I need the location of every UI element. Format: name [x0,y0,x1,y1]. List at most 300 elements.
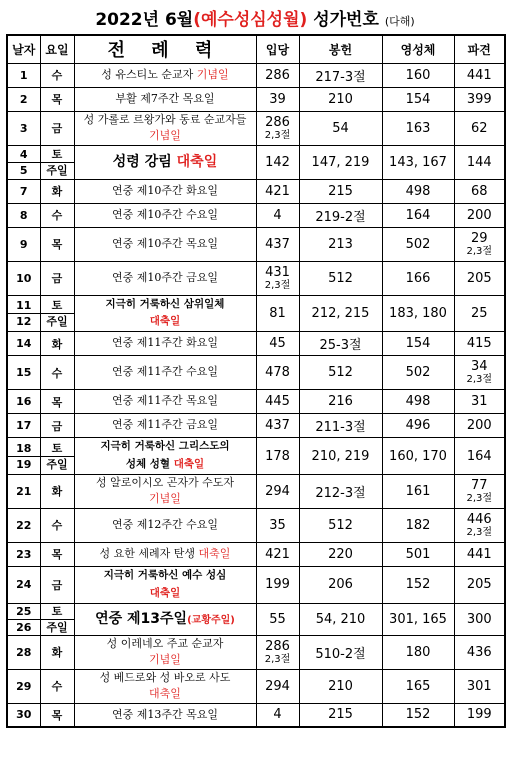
date-value: 21 [16,484,32,498]
entrance-value: 45 [269,336,286,352]
table-row [7,295,505,332]
day-value: 수 [51,366,63,380]
date-cell [7,566,40,603]
communion-value: 496 [405,418,431,434]
day-value: 목 [51,395,63,409]
offertory-value: 213 [328,236,353,252]
day-cell [40,474,74,508]
offertory-cell [299,414,382,438]
communion-cell [382,227,454,261]
liturgy-name: 성 이레네오 주교 순교자 [106,636,224,650]
entrance-cell [256,356,299,390]
liturgy-rank: 대축일 [149,315,181,328]
recessional-value: 25 [470,305,488,321]
offertory-cell [299,261,382,295]
table-row [7,438,505,475]
communion-value: 152 [405,577,431,593]
date-value: 18 [16,441,32,455]
day-value: 토 [51,298,63,312]
recessional-cell [454,603,505,635]
offertory-cell [299,508,382,542]
day-value: 화 [51,485,63,499]
liturgy-name: 성 요한 세례자 탄생 [99,547,199,561]
offertory-cell [299,203,382,227]
communion-cell [382,669,454,703]
liturgy-name: 지극히 거룩하신 그리스도의 [100,440,230,453]
date-cell [7,703,40,727]
recessional-cell [454,356,505,390]
date-cell [7,179,40,203]
day-value: 수 [51,519,63,533]
table-row [7,261,505,295]
communion-cell [382,356,454,390]
entrance-value: 199 [265,577,290,593]
liturgy-name: 성 가롤로 르왕가와 동료 순교자들 [83,112,247,126]
offertory-cell [299,390,382,414]
liturgy-rank: 기념일 [149,129,181,142]
communion-value: 166 [405,270,431,286]
entrance-value: 421 [265,183,290,199]
entrance-value: 437 [265,418,290,434]
liturgy-cell [74,145,256,179]
liturgy-rank: 대축일 [149,687,181,701]
liturgy-name: 연중 제10주간 금요일 [112,270,218,284]
recessional-value: 301 [466,678,492,694]
day-cell [40,356,74,390]
recessional-cell [454,145,505,179]
liturgy-rank: 대축일 [198,547,231,561]
entrance-value: 4 [273,207,282,223]
date-cell [7,414,40,438]
liturgy-name: 성 베드로와 성 바오로 사도 [99,670,231,684]
entrance-cell [256,603,299,635]
communion-value: 301, 165 [389,611,447,627]
entrance-cell [256,566,299,603]
recessional-cell [454,669,505,703]
recessional-cell [454,474,505,508]
offertory-value: 212-3절 [315,485,366,501]
title-note: (다해) [384,15,415,28]
table-row [7,669,505,703]
offertory-value: 219-2절 [315,209,366,225]
recessional-value: 300 [466,611,492,627]
liturgy-cell [74,669,256,703]
recessional-value: 29 [470,230,488,246]
liturgy-cell [74,542,256,566]
date-cell [7,474,40,508]
liturgy-cell [74,508,256,542]
day-cell [40,635,74,669]
offertory-value: 210 [328,678,353,694]
communion-cell [382,332,454,356]
liturgy-name: 연중 제11주간 화요일 [112,336,218,350]
liturgy-cell [74,203,256,227]
offertory-cell [299,332,382,356]
day-cell [40,542,74,566]
date-cell [7,508,40,542]
day-value-2: 주일 [46,314,68,328]
entrance-cell [256,438,299,475]
entrance-verses: 2,3절 [264,129,291,141]
date-cell [7,438,40,475]
entrance-value: 178 [265,448,290,464]
recessional-value: 62 [470,120,488,136]
day-cell [40,63,74,87]
liturgy-cell [74,635,256,669]
offertory-cell [299,63,382,87]
day-cell [40,332,74,356]
offertory-value: 215 [328,707,353,723]
recessional-cell [454,414,505,438]
communion-cell [382,438,454,475]
date-value: 29 [16,679,32,693]
offertory-cell [299,227,382,261]
date-value: 25 [16,604,32,618]
date-cell [7,356,40,390]
offertory-value: 25-3절 [319,338,362,354]
day-value: 목 [51,93,63,106]
communion-cell [382,261,454,295]
communion-cell [382,87,454,111]
date-value-2: 5 [19,163,28,177]
liturgy-cell [74,295,256,332]
communion-value: 165 [405,678,431,694]
date-value: 9 [19,237,28,251]
date-value: 30 [16,708,32,722]
liturgy-cell [74,111,256,145]
entrance-cell [256,63,299,87]
communion-cell [382,63,454,87]
communion-cell [382,179,454,203]
liturgy-cell [74,332,256,356]
date-value: 28 [16,645,32,659]
day-value: 금 [51,122,63,135]
recessional-value: 164 [466,448,492,464]
communion-cell [382,508,454,542]
table-row [7,203,505,227]
communion-value: 498 [405,394,431,410]
header-offertory: 봉헌 [299,35,382,63]
liturgy-cell [74,414,256,438]
day-cell [40,508,74,542]
offertory-value: 220 [328,546,353,562]
date-cell [7,635,40,669]
day-value: 금 [51,272,63,285]
liturgy-rank: 대축일 [173,458,205,471]
communion-cell [382,566,454,603]
offertory-value: 54 [332,120,349,136]
day-cell [40,111,74,145]
liturgy-cell [74,87,256,111]
date-cell [7,295,40,332]
date-cell [7,227,40,261]
day-value: 화 [51,185,63,198]
offertory-cell [299,356,382,390]
entrance-cell [256,390,299,414]
communion-cell [382,414,454,438]
table-row [7,703,505,727]
date-value: 2 [19,92,28,106]
offertory-cell [299,542,382,566]
recessional-value: 441 [466,546,492,562]
liturgy-cell [74,179,256,203]
table-row [7,145,505,179]
liturgy-name: 연중 제10주간 목요일 [112,236,218,250]
entrance-value: 81 [269,305,286,321]
liturgy-name-2: 성체 성혈 [125,458,174,471]
recessional-cell [454,295,505,332]
recessional-value: 77 [470,477,488,493]
table-row [7,603,505,635]
recessional-value: 200 [466,418,492,434]
offertory-value: 206 [328,577,353,593]
communion-cell [382,603,454,635]
liturgy-cell [74,63,256,87]
recessional-verses: 2,3절 [466,526,493,538]
liturgy-name: 연중 제13주간 목요일 [112,707,218,721]
offertory-cell [299,145,382,179]
recessional-value: 144 [466,154,492,170]
date-cell [7,332,40,356]
offertory-value: 147, 219 [311,154,370,170]
recessional-value: 205 [466,577,492,593]
title-suffix: 성가번호 [307,10,385,30]
offertory-value: 217-3절 [315,69,366,85]
liturgy-name: 연중 제12주간 수요일 [112,518,218,532]
recessional-cell [454,390,505,414]
entrance-value: 431 [265,264,290,280]
offertory-cell [299,87,382,111]
entrance-value: 294 [265,483,290,499]
day-value: 토 [51,147,63,161]
communion-value: 160, 170 [389,448,447,464]
communion-cell [382,474,454,508]
liturgy-name: 연중 제10주간 수요일 [112,207,218,221]
recessional-value: 31 [470,394,488,410]
recessional-value: 436 [466,644,492,660]
table-row [7,508,505,542]
table-row [7,635,505,669]
recessional-value: 415 [466,336,492,352]
communion-value: 154 [405,91,431,107]
recessional-verses: 2,3절 [466,245,493,257]
table-row [7,179,505,203]
day-cell [40,438,74,475]
entrance-cell [256,669,299,703]
day-value: 수 [51,69,63,82]
day-cell [40,566,74,603]
date-value: 24 [16,578,32,592]
title-highlight: (예수성심성월) [193,10,308,30]
offertory-value: 210 [328,91,353,107]
communion-value: 154 [405,336,431,352]
offertory-cell [299,669,382,703]
recessional-cell [454,227,505,261]
liturgy-rank: (교황주일) [187,614,235,626]
date-cell [7,390,40,414]
entrance-cell [256,111,299,145]
table-row [7,111,505,145]
communion-cell [382,703,454,727]
entrance-cell [256,508,299,542]
table-row [7,356,505,390]
date-cell [7,63,40,87]
date-cell [7,542,40,566]
table-row [7,87,505,111]
entrance-value: 55 [269,611,286,627]
entrance-verses: 2,3절 [264,279,291,291]
day-value: 화 [51,337,63,351]
table-row [7,227,505,261]
communion-value: 152 [405,707,431,723]
liturgy-name: 지극히 거룩하신 예수 성심 [103,568,227,581]
day-cell [40,203,74,227]
liturgy-cell [74,603,256,635]
day-cell [40,603,74,635]
header-liturgy: 전 례 력 [74,35,256,63]
liturgy-name: 연중 제11주간 금요일 [112,418,218,432]
day-cell [40,669,74,703]
recessional-cell [454,703,505,727]
communion-value: 183, 180 [389,305,447,321]
offertory-cell [299,603,382,635]
liturgy-cell [74,474,256,508]
liturgy-rank: 기념일 [149,653,181,667]
liturgy-cell [74,703,256,727]
offertory-value: 212, 215 [311,305,370,321]
date-cell [7,261,40,295]
communion-cell [382,145,454,179]
communion-cell [382,295,454,332]
offertory-value: 512 [328,517,353,533]
communion-value: 161 [405,483,431,499]
entrance-verses: 2,3절 [264,653,291,665]
recessional-value: 446 [466,511,492,527]
recessional-cell [454,508,505,542]
recessional-cell [454,332,505,356]
day-cell [40,179,74,203]
day-cell [40,390,74,414]
offertory-cell [299,703,382,727]
recessional-value: 399 [466,91,492,107]
communion-cell [382,542,454,566]
offertory-value: 512 [328,270,353,286]
recessional-value: 34 [470,359,488,375]
date-cell [7,145,40,179]
table-row [7,542,505,566]
entrance-cell [256,227,299,261]
date-value-2: 12 [16,314,32,328]
entrance-cell [256,635,299,669]
day-cell [40,261,74,295]
entrance-cell [256,179,299,203]
entrance-cell [256,703,299,727]
header-entrance: 입당 [256,35,299,63]
day-value-2: 주일 [46,620,68,634]
entrance-cell [256,203,299,227]
day-cell [40,145,74,179]
communion-value: 502 [405,236,431,252]
liturgy-rank: 기념일 [196,67,229,81]
offertory-cell [299,179,382,203]
date-cell [7,111,40,145]
entrance-cell [256,542,299,566]
offertory-cell [299,111,382,145]
date-cell [7,669,40,703]
recessional-cell [454,63,505,87]
entrance-value: 478 [265,365,290,381]
entrance-cell [256,474,299,508]
date-cell [7,87,40,111]
entrance-value: 142 [265,154,290,170]
liturgy-rank: 대축일 [176,153,218,170]
offertory-cell [299,566,382,603]
recessional-cell [454,111,505,145]
recessional-value: 200 [466,207,492,223]
day-value: 토 [51,604,63,618]
date-value: 3 [19,121,28,135]
hymn-table [6,34,506,728]
day-value: 수 [51,209,63,222]
table-row [7,332,505,356]
date-value: 22 [16,518,32,532]
date-value: 10 [16,271,32,285]
date-value: 16 [16,395,32,409]
entrance-value: 286 [265,67,290,83]
header-communion: 영성체 [382,35,454,63]
liturgy-cell [74,438,256,475]
entrance-value: 445 [265,394,290,410]
table-row [7,63,505,87]
offertory-cell [299,635,382,669]
communion-value: 501 [405,546,431,562]
communion-value: 182 [405,517,431,533]
table-row [7,390,505,414]
offertory-cell [299,295,382,332]
offertory-value: 211-3절 [315,420,366,436]
entrance-value: 294 [265,678,290,694]
communion-value: 164 [405,207,431,223]
date-value-2: 26 [16,620,32,634]
offertory-value: 512 [328,365,353,381]
liturgy-name: 연중 제10주간 화요일 [112,183,218,197]
recessional-cell [454,635,505,669]
communion-value: 502 [405,365,431,381]
communion-cell [382,635,454,669]
liturgy-name: 연중 제11주간 수요일 [112,365,218,379]
date-value: 4 [19,147,28,161]
offertory-value: 510-2절 [315,646,366,662]
liturgy-name: 부활 제7주간 목요일 [115,91,215,105]
entrance-value: 437 [265,236,290,252]
page-title [6,6,504,34]
offertory-value: 54, 210 [315,611,366,627]
entrance-value: 35 [269,517,286,533]
title-prefix: 2022년 6월 [95,10,194,30]
header-row [7,35,505,63]
date-value: 7 [19,184,28,198]
liturgy-name: 연중 제11주간 목요일 [112,394,218,408]
recessional-cell [454,261,505,295]
communion-value: 498 [405,183,431,199]
day-value: 수 [51,680,63,694]
entrance-cell [256,414,299,438]
entrance-cell [256,145,299,179]
table-body [7,63,505,727]
entrance-value: 286 [265,114,290,130]
liturgy-name: 성 알로이시오 곤자가 수도자 [95,475,234,489]
recessional-verses: 2,3절 [466,374,493,386]
